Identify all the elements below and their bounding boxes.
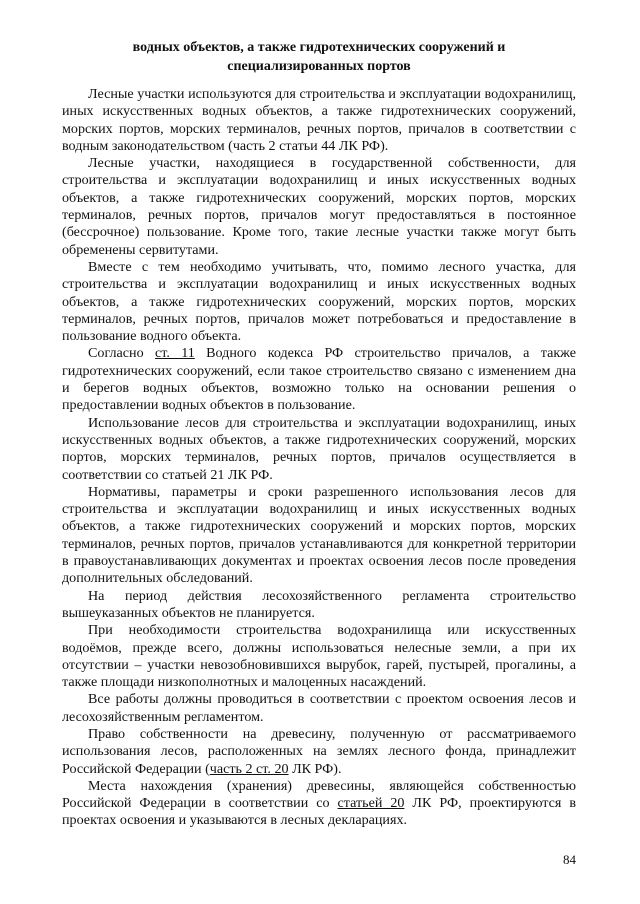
paragraph-2: Лесные участки, находящиеся в государственной собственности, для строительства и эксплуатации водохранилищ и иных искусственных водных объектов, а также гидротехнических сооружений, морских портов, морских терминалов, речных портов, причалов могут предоставляться в постоянное (бессрочное) пользование. Кроме того, такие лесные участки также могут быть обременены сервитутами.	[62, 155, 576, 258]
paragraph-7: На период действия лесохозяйственного регламента строительство вышеуказанных объектов не планируется.	[62, 587, 576, 621]
paragraph-9: Все работы должны проводиться в соответствии с проектом освоения лесов и лесохозяйственным регламентом.	[62, 691, 576, 725]
paragraph-3: Вместе с тем необходимо учитывать, что, помимо лесного участка, для строительства и эксплуатации водохранилищ и иных искусственных водных объектов, а также гидротехнических сооружений, морских портов, морских терминалов, речных портов, причалов может потребоваться и предоставление в пользование водного объекта.	[62, 258, 576, 345]
paragraph-6: Нормативы, параметры и сроки разрешенного использования лесов для строительства и эксплуатации водохранилищ и иных искусственных водных объектов, а также гидротехнических сооружений и морских портов, морских терминалов, речных портов, причалов устанавливаются для конкретной территории в правоустанавливающих документах и проектах освоения лесов после проведения дополнительных обследований.	[62, 483, 576, 587]
section-heading-line-2: специализированных портов	[227, 59, 411, 74]
page-number: 84	[563, 852, 576, 867]
paragraph-11-text-start: Места нахождения (хранения) древесины, являющейся собственностью Российской Федерации в соответствии со	[62, 777, 576, 812]
paragraph-4	[62, 345, 576, 414]
paragraph-8: При необходимости строительства водохранилища или искусственных водоёмов, прежде всего, должны использоваться нелесные земли, а при их отсутствии – участки невозобновившихся вырубок, гарей, пустырей, прогалины, а также площади низкополнотных и малоценных насаждений.	[62, 622, 576, 691]
link-part-2-article-20[interactable]: часть 2 ст. 20	[209, 760, 289, 777]
section-heading	[62, 38, 576, 76]
paragraph-10-text-start: Право собственности на древесину, полученную от рассматриваемого использования лесов, расположенных на землях лесного фонда, принадлежит Российской Федерации (	[62, 725, 576, 777]
paragraph-4-text-start: Согласно	[88, 345, 155, 362]
link-article-11[interactable]: ст. 11	[154, 345, 195, 362]
paragraph-5: Использование лесов для строительства и эксплуатации водохранилищ, иных искусственных водных объектов, а также гидротехнических сооружений, морских портов, морских терминалов, речных портов, причалов осуществляется в соответствии со статьей 21 ЛК РФ.	[62, 414, 576, 483]
paragraph-11-text-end: ЛК РФ, проектируются в проектах освоения и указываются в лесных декларациях.	[62, 795, 576, 829]
paragraph-4-text-end: Водного кодекса РФ строительство причалов, а также гидротехнических сооружений, если такое строительство связано с изменением дна и берегов водных объектов, возможно только на основании решения о предоставлении водных объектов в пользование.	[62, 345, 576, 414]
paragraph-1: Лесные участки используются для строительства и эксплуатации водохранилищ, иных искусственных водных объектов, а также гидротехнических сооружений, морских портов, морских терминалов, речных портов, причалов в соответствии с водным законодательством (часть 2 статьи 44 ЛК РФ).	[62, 86, 576, 154]
paragraph-11	[62, 778, 576, 830]
link-article-20[interactable]: статьей 20	[337, 795, 405, 812]
section-heading-line-1: водных объектов, а также гидротехнических сооружений и	[132, 40, 506, 55]
document-page	[62, 38, 576, 830]
paragraph-10-text-end: ЛК РФ).	[288, 760, 342, 777]
paragraph-10	[62, 726, 576, 778]
